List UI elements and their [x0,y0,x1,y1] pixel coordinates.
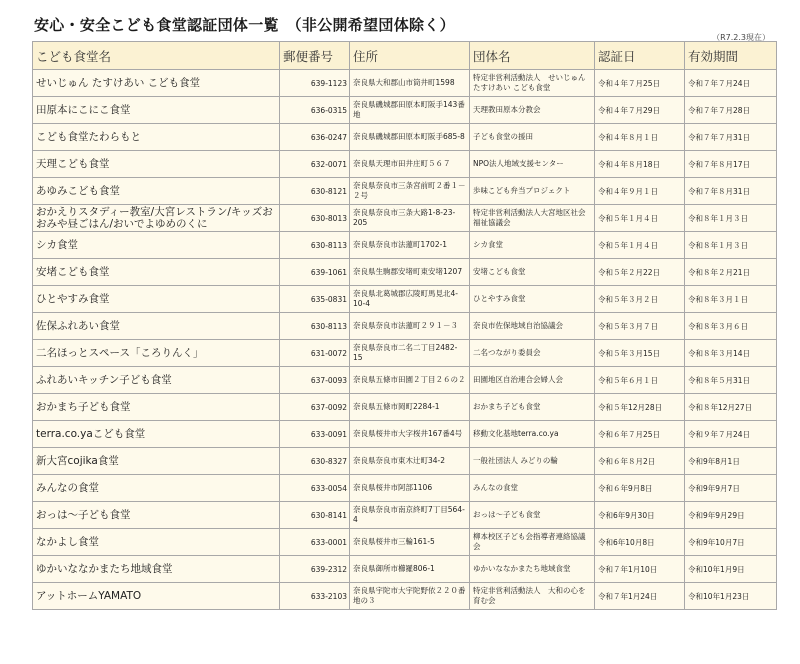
cell-certified: 令和７年1月10日 [595,556,685,583]
cell-name: こども食堂たわらもと [33,124,280,151]
cell-valid-until: 令和８年３月１日 [685,286,777,313]
certified-groups-table [32,41,777,610]
column-header-postal: 郵便番号 [280,42,350,70]
table-row [33,448,777,475]
cell-valid-until: 令和9年8月1日 [685,448,777,475]
cell-postal: 630-8121 [280,178,350,205]
cell-address: 奈良県奈良市東木辻町34-2 [350,448,470,475]
cell-address: 奈良県奈良市三条大路1-8-23-205 [350,205,470,232]
cell-address: 奈良県磯城郡田原本町阪手143番地 [350,97,470,124]
cell-address: 奈良県奈良市二名二丁目2482-15 [350,340,470,367]
as-of-date: （R7.2.3現在） [712,33,770,42]
cell-valid-until: 令和9年10月7日 [685,529,777,556]
table-row [33,97,777,124]
table-row [33,502,777,529]
cell-address: 奈良県五條市田園２丁目２６の２ [350,367,470,394]
column-header-certified: 認証日 [595,42,685,70]
cell-certified: 令和５年３月７日 [595,313,685,340]
table-row [33,286,777,313]
table-row [33,259,777,286]
table-row [33,340,777,367]
cell-org: NPO法人地域支援センター [470,151,595,178]
cell-postal: 636-0315 [280,97,350,124]
cell-postal: 631-0072 [280,340,350,367]
column-header-name: こども食堂名 [33,42,280,70]
cell-org: 特定非営利活動法人大宮地区社会福祉協議会 [470,205,595,232]
table-row [33,70,777,97]
table-row [33,475,777,502]
cell-valid-until: 令和10年1月23日 [685,583,777,610]
cell-certified: 令和６年9月8日 [595,475,685,502]
cell-address: 奈良県奈良市法蓮町1702-1 [350,232,470,259]
cell-postal: 635-0831 [280,286,350,313]
cell-postal: 630-8113 [280,313,350,340]
cell-valid-until: 令和７年８月17日 [685,151,777,178]
cell-certified: 令和６年８月2日 [595,448,685,475]
cell-valid-until: 令和７年７月24日 [685,70,777,97]
cell-certified: 令和6年10月8日 [595,529,685,556]
cell-certified: 令和４年７月29日 [595,97,685,124]
cell-org: 歩味こども弁当プロジェクト [470,178,595,205]
cell-name: おかえりスタディー教室/大宮レストラン/キッズおおみや昼ごはん/おいでよゆめのくに [33,205,280,232]
cell-name: アットホームYAMATO [33,583,280,610]
table-row [33,205,777,232]
cell-address: 奈良県生駒郡安堵町東安堵1207 [350,259,470,286]
cell-address: 奈良県大和郡山市筒井町1598 [350,70,470,97]
cell-valid-until: 令和８年12月27日 [685,394,777,421]
cell-name: おかまち子ども食堂 [33,394,280,421]
cell-certified: 令和６年７月25日 [595,421,685,448]
table-row [33,151,777,178]
cell-org: ゆかいななかまたち地域食堂 [470,556,595,583]
cell-name: シカ食堂 [33,232,280,259]
cell-org: 特定非営利活動法人 大和の心を育む会 [470,583,595,610]
cell-name: 天理こども食堂 [33,151,280,178]
cell-postal: 637-0093 [280,367,350,394]
cell-name: なかよし食堂 [33,529,280,556]
cell-name: 佐保ふれあい食堂 [33,313,280,340]
cell-valid-until: 令和７年８月31日 [685,178,777,205]
cell-org: ひとやすみ食堂 [470,286,595,313]
cell-org: シカ食堂 [470,232,595,259]
cell-org: 田園地区自治連合会婦人会 [470,367,595,394]
cell-certified: 令和４年８月１日 [595,124,685,151]
cell-postal: 636-0247 [280,124,350,151]
cell-postal: 633-0054 [280,475,350,502]
table-row [33,178,777,205]
table-row [33,232,777,259]
cell-valid-until: 令和７年７月28日 [685,97,777,124]
cell-postal: 633-0091 [280,421,350,448]
cell-org: 柳本校区子ども会指導者連絡協議会 [470,529,595,556]
cell-valid-until: 令和10年1月9日 [685,556,777,583]
cell-postal: 639-1061 [280,259,350,286]
cell-address: 奈良県北葛城郡広陵町馬見北4-10-4 [350,286,470,313]
cell-postal: 633-0001 [280,529,350,556]
cell-postal: 630-8141 [280,502,350,529]
cell-org: 奈良市佐保地域自治協議会 [470,313,595,340]
cell-postal: 630-8327 [280,448,350,475]
cell-certified: 令和７年1月24日 [595,583,685,610]
table-row [33,421,777,448]
cell-name: ゆかいななかまたち地域食堂 [33,556,280,583]
cell-name: ひとやすみ食堂 [33,286,280,313]
cell-org: 二名つながり委員会 [470,340,595,367]
cell-postal: 632-0071 [280,151,350,178]
table-row [33,124,777,151]
cell-certified: 令和５年１月４日 [595,232,685,259]
cell-org: 天理教田原本分教会 [470,97,595,124]
cell-address: 奈良県桜井市三輪161-5 [350,529,470,556]
cell-certified: 令和５年６月１日 [595,367,685,394]
cell-certified: 令和４年７月25日 [595,70,685,97]
cell-valid-until: 令和9年9月7日 [685,475,777,502]
table-row [33,367,777,394]
table-header-row [33,42,777,70]
cell-valid-until: 令和８年２月21日 [685,259,777,286]
cell-address: 奈良県磯城郡田原本町阪手685-8 [350,124,470,151]
table-row [33,529,777,556]
cell-name: あゆみこども食堂 [33,178,280,205]
cell-valid-until: 令和８年３月６日 [685,313,777,340]
cell-name: 田原本にこにこ食堂 [33,97,280,124]
cell-valid-until: 令和８年５月31日 [685,367,777,394]
cell-valid-until: 令和８年１月３日 [685,205,777,232]
table-body [33,70,777,610]
cell-org: 一般社団法人 みどりの輪 [470,448,595,475]
cell-certified: 令和５年３月15日 [595,340,685,367]
cell-address: 奈良県奈良市法蓮町２９１－３ [350,313,470,340]
cell-name: 新大宮cojika食堂 [33,448,280,475]
cell-address: 奈良県五條市岡町2284-1 [350,394,470,421]
cell-postal: 639-2312 [280,556,350,583]
cell-org: 子ども食堂の援田 [470,124,595,151]
cell-name: 二名ほっとスペース「ころりんく」 [33,340,280,367]
cell-org: 安堵こども食堂 [470,259,595,286]
column-header-org: 団体名 [470,42,595,70]
cell-name: ふれあいキッチン子ども食堂 [33,367,280,394]
cell-org: みんなの食堂 [470,475,595,502]
cell-org: 特定非営利活動法人 せいじゅんたすけあい こども食堂 [470,70,595,97]
page-title: 安心・安全こども食堂認証団体一覧 （非公開希望団体除く） [34,16,455,34]
cell-valid-until: 令和８年３月14日 [685,340,777,367]
table-row [33,583,777,610]
cell-name: みんなの食堂 [33,475,280,502]
cell-name: おっは～子ども食堂 [33,502,280,529]
cell-certified: 令和４年８月18日 [595,151,685,178]
cell-postal: 633-2103 [280,583,350,610]
cell-org: おかまち子ども食堂 [470,394,595,421]
cell-address: 奈良県奈良市南京終町7丁目564-4 [350,502,470,529]
cell-certified: 令和6年9月30日 [595,502,685,529]
table-row [33,394,777,421]
cell-address: 奈良県宇陀市大宇陀野依２２０番地の３ [350,583,470,610]
cell-valid-until: 令和７年７月31日 [685,124,777,151]
cell-address: 奈良県桜井市阿部1106 [350,475,470,502]
table-row [33,313,777,340]
cell-name: terra.co.yaこども食堂 [33,421,280,448]
cell-name: 安堵こども食堂 [33,259,280,286]
cell-certified: 令和５年２月22日 [595,259,685,286]
cell-postal: 639-1123 [280,70,350,97]
cell-address: 奈良県御所市櫛羅806-1 [350,556,470,583]
cell-org: おっは～子ども食堂 [470,502,595,529]
cell-valid-until: 令和８年１月３日 [685,232,777,259]
cell-postal: 637-0092 [280,394,350,421]
cell-name: せいじゅん たすけあい こども食堂 [33,70,280,97]
cell-valid-until: 令和９年７月24日 [685,421,777,448]
column-header-valid: 有効期間 [685,42,777,70]
cell-postal: 630-8013 [280,205,350,232]
cell-certified: 令和５年12月28日 [595,394,685,421]
cell-valid-until: 令和9年9月29日 [685,502,777,529]
cell-certified: 令和５年１月４日 [595,205,685,232]
table-row [33,556,777,583]
column-header-address: 住所 [350,42,470,70]
cell-address: 奈良県桜井市大字桜井167番4号 [350,421,470,448]
cell-certified: 令和４年９月１日 [595,178,685,205]
cell-certified: 令和５年３月２日 [595,286,685,313]
cell-postal: 630-8113 [280,232,350,259]
cell-address: 奈良県奈良市三条宮前町２番１－２号 [350,178,470,205]
cell-address: 奈良県天理市田井庄町５６７ [350,151,470,178]
cell-org: 移動文化基地terra.co.ya [470,421,595,448]
